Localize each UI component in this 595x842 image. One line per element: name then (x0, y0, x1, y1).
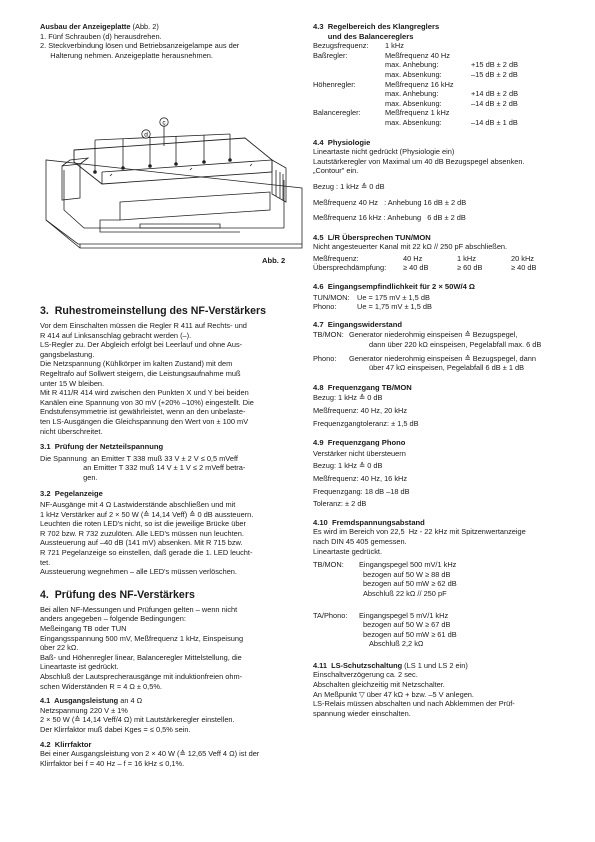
body-line: Klirrfaktor bei f = 40 Hz – f = 16 kHz ≤ 0,1%. (40, 758, 185, 768)
section-4-5-title: 4.5 L/R Übersprechen TUN/MON (313, 232, 431, 242)
uebersprechen-head-row (313, 254, 563, 264)
body-line: spannung wieder einschalten. (313, 708, 411, 718)
klangregler-cell: Bezugsfrequenz: (313, 41, 369, 51)
section-4-8-title: 4.8 Frequenzgang TB/MON (313, 382, 412, 392)
klangregler-row (313, 89, 563, 99)
left-column (40, 22, 302, 60)
ausbau-step: Halterung nehmen. Anzeigeplatte herausnehmen. (40, 50, 213, 60)
klangregler-cell: +15 dB ± 2 dB (471, 60, 518, 70)
klangregler-cell: max. Absenkung: (385, 117, 442, 127)
body-line: 2 × 50 W (≙ 14,14 Veff/4 Ω) mit Lautstärkeregler einstellen. (40, 715, 235, 725)
ausbau-heading (40, 22, 302, 32)
klangregler-cell: Baßregler: (313, 50, 348, 60)
cell-line: bezogen auf 50 mW ≥ 61 dB (363, 629, 457, 639)
cell: ≥ 40 dB (403, 263, 429, 273)
ausbau-step: 1. Fünf Schrauben (d) herausdrehen. (40, 31, 162, 41)
body-line: Bei allen NF-Messungen und Prüfungen gelten – wenn nicht (40, 604, 238, 614)
body-line: Abschalten gleichzeitig mit Netzschalter. (313, 680, 445, 690)
klangregler-cell: Meßfrequenz 1 kHz (385, 108, 450, 118)
body-line: über 22 kΩ. (40, 643, 79, 653)
section-4-2-title: 4.2 Klirrfaktor (40, 739, 92, 749)
body-line: Die Spannung an Emitter T 338 muß 33 V ± 2 V ≤ 0,5 mVeff (40, 453, 238, 463)
klangregler-cell: –15 dB ± 2 dB (471, 69, 518, 79)
cell-label: TA/Phono: (313, 610, 348, 620)
cell-label: TB/MON: (313, 330, 344, 340)
klangregler-row (313, 51, 563, 61)
klangregler-cell (471, 51, 563, 61)
body-line: gen. (40, 472, 98, 482)
klangregler-cell: max. Anhebung: (385, 89, 439, 99)
body-line: Frequenzgangtoleranz: ± 1,5 dB (313, 418, 419, 428)
cell: ≥ 60 dB (457, 263, 483, 273)
klangregler-row (313, 41, 563, 51)
body-line: ten LS-Ausgängen die Gleichspannung den Wert von ± 100 mV (40, 416, 249, 426)
klangregler-cell (313, 99, 385, 109)
body-line: an Emitter T 332 muß 14 V ± 1 V ≤ 2 mVeff betra- (40, 463, 246, 473)
klangregler-cell: –14 dB ± 2 dB (471, 98, 518, 108)
klangregler-cell (313, 60, 385, 70)
section-3-2-title: 3.2 Pegelanzeige (40, 488, 103, 498)
cell-line: Eingangspegel 500 mV/1 kHz (359, 560, 457, 570)
klangregler-row (313, 118, 563, 128)
cell-line: bezogen auf 50 W ≥ 88 dB (363, 569, 451, 579)
body-line: Meßfrequenz 16 kHz : Anhebung 6 dB ± 2 dB (313, 213, 466, 223)
body-line: Lautstärkeregler von Maximal um 40 dB Bezugspegel absenken. (313, 156, 525, 166)
body-line: Netzspannung 220 V ± 1% (40, 705, 128, 715)
klangregler-cell (471, 80, 563, 90)
section-4-11-heading (313, 661, 563, 671)
ausbau-ref: (Abb. 2) (132, 22, 159, 31)
body-line: Mit R 411/R 414 wird zwischen den Punkten X und Y bei beiden (40, 388, 249, 398)
klangregler-cell: 1 kHz (385, 41, 404, 51)
body-line: „Contour" ein. (313, 166, 359, 176)
cell: 1 kHz (457, 253, 476, 263)
body-line: Kanälen eine Spannung von 30 mV (+20% –10%) eingestellt. Die (40, 397, 254, 407)
body-line: Leuchten die roten LED's nicht, so ist die jeweilige Brücke über (40, 519, 246, 529)
body-line: Vor dem Einschalten müssen die Regler R 411 auf Rechts- und (40, 321, 247, 330)
cell-line: Abschluß 22 kΩ // 250 pF (363, 588, 447, 598)
body-line: Meßfrequenz: 40 Hz, 16 kHz (313, 473, 408, 483)
body-line: LS-Regler zu. Der Abgleich erfolgt bei Leerlauf und ohne Aus- (40, 340, 243, 350)
section-4-3-title-2: und des Balancereglers (313, 31, 414, 41)
cell-value: Ue = 175 mV ± 1,5 dB (357, 292, 430, 302)
klangregler-cell: +14 dB ± 2 dB (471, 89, 518, 99)
section-3-title: 3. Ruhestromeinstellung des NF-Verstärkers (40, 305, 267, 317)
body-line: gangsbelastung. (40, 349, 95, 359)
body-line: Meßfrequenz: 40 Hz, 20 kHz (313, 406, 408, 415)
empfindlichkeit-row (313, 293, 563, 303)
body-line: tet. (40, 557, 51, 567)
section-4-9-title: 4.9 Frequenzgang Phono (313, 438, 406, 448)
klangregler-cell (313, 89, 385, 99)
body-line: Verstärker nicht übersteuern (313, 448, 406, 458)
fremdspannung-tb (313, 560, 563, 598)
section-4-7-title: 4.7 Eingangswiderstand (313, 319, 403, 329)
body-line: Endstufensymmetrie ist gewährleistet, wenn an den unbelaste- (40, 407, 246, 417)
section-4-4-title: 4.4 Physiologie (313, 137, 371, 147)
cell: ≥ 40 dB (511, 263, 537, 273)
klangregler-table (313, 41, 563, 127)
body-line: An Meßpunkt ▽ über 47 kΩ + bzw. –5 V anlegen. (313, 689, 474, 699)
klangregler-row (313, 108, 563, 118)
cell: 40 Hz (403, 253, 423, 263)
body-line: R 414 auf Linksanschlag gebracht werden (–). (40, 330, 192, 340)
section-4-1-title: 4.1 Ausgangsleistung (40, 696, 119, 706)
fremdspannung-ta (313, 611, 563, 649)
body-line: Aussteuerung auf –40 dB (141 mV) absenken. Mit R 715 bzw. (40, 538, 243, 548)
cell-line: Generator niederohmig einspeisen ≙ Bezugspegel, dann (349, 353, 536, 363)
klangregler-row (313, 70, 563, 80)
figure-abb2 (40, 110, 305, 260)
cell-label: TUN/MON: (313, 292, 350, 302)
section-4-1-suffix: an 4 Ω (118, 696, 143, 706)
section-4-3-title: 4.3 Regelbereich des Klangreglers (313, 22, 440, 31)
body-line: Regeltrafo auf Sollwert steigern, die Leistungsaufnahme muß (40, 368, 241, 378)
klangregler-cell: Meßfrequenz 16 kHz (385, 79, 454, 89)
empfindlichkeit-row (313, 302, 563, 312)
section-4-11-title: 4.11 LS-Schutzschaltung (313, 660, 403, 670)
body-line: 1 kHz Verstärker auf 2 × 50 W (≙ 14,14 Veff) ≙ 0 dB aussteuern. (40, 509, 254, 519)
figure-label: Abb. 2 (262, 256, 286, 265)
body-line: Aussteuerung wegnehmen – alle LED's müssen verlöschen. (40, 567, 237, 577)
klangregler-row (313, 99, 563, 109)
body-line: Die Netzspannung (Kühlkörper im kalten Zustand) mit dem (40, 359, 233, 369)
figure-mark-c: c (162, 119, 166, 127)
cell-line: bezogen auf 50 mW ≥ 62 dB (363, 579, 457, 589)
section-4-1-heading (40, 696, 302, 706)
body-line: Lineartaste nicht gedrückt (Physiologie ein) (313, 147, 455, 157)
body-line: Toleranz: ± 2 dB (313, 499, 367, 509)
section-4-6-title: 4.6 Eingangsempfindlichkeit für 2 × 50W/4 Ω (313, 282, 476, 292)
cell-label: Phono: (313, 302, 337, 312)
klangregler-cell (313, 70, 385, 80)
section-4-title: 4. Prüfung des NF-Verstärkers (40, 588, 195, 601)
body-line: Baß- und Höhenregler linear, Balanceregler Mittelstellung, die (40, 652, 242, 662)
section-3 (40, 305, 302, 768)
section-4-11-suffix: (LS 1 und LS 2 ein) (402, 660, 468, 670)
cell-line: bezogen auf 50 W ≥ 67 dB (363, 620, 451, 630)
body-line: Bezug : 1 kHz ≙ 0 dB (313, 181, 385, 191)
cell: Übersprechdämpfung: (313, 263, 387, 273)
cell-line: über 47 kΩ einspeisen, Pegelabfall 6 dB ± 1 dB (369, 363, 525, 373)
body-line: Bei einer Ausgangsleistung von 2 × 40 W (≙ 12,65 Veff 4 Ω) ist der (40, 749, 260, 759)
body-line: anders angegeben – folgende Bedingungen: (40, 614, 186, 624)
klangregler-cell: Balanceregler: (313, 108, 361, 118)
cell: 20 kHz (511, 253, 535, 263)
body-line: Der Klirrfaktor muß dabei Kges = ≤ 0,5% sein. (40, 724, 191, 734)
body-line: Es wird im Bereich von 22,5 Hz - 22 kHz mit Spitzenwertanzeige (313, 527, 526, 537)
body-line: Lineartaste ist gedrückt. (40, 662, 119, 672)
body-line: nicht überschreitet. (40, 426, 103, 436)
ausbau-step: 2. Steckverbindung lösen und Betriebsanzeigelampe aus der (40, 41, 240, 51)
body-line: nach DIN 45 405 gemessen. (313, 536, 407, 546)
section-4-10-title: 4.10 Fremdspannungsabstand (313, 517, 425, 527)
body-line: Meßfrequenz 40 Hz : Anhebung 16 dB ± 2 dB (313, 197, 467, 207)
body-line: Einschaltverzögerung ca. 2 sec. (313, 670, 418, 680)
body-line: R 702 bzw. R 732 zuzulöten. Alle LED's müssen nun leuchten. (40, 528, 244, 538)
eingangswiderstand-row (313, 354, 563, 373)
klangregler-cell (313, 118, 385, 128)
body-line: Eingangsspannung 500 mV, Meßfrequenz 1 kHz, Einspeisung (40, 633, 244, 643)
body-line: LS-Relais müssen abschalten und nach Abklemmen der Prüf- (313, 699, 515, 709)
eingangswiderstand-row (313, 330, 563, 349)
klangregler-cell: max. Anhebung: (385, 60, 439, 70)
body-line: NF-Ausgänge mit 4 Ω Lastwiderstände abschließen und mit (40, 500, 236, 510)
body-line: Bezug: 1 kHz ≙ 0 dB (313, 393, 383, 403)
body-line: Frequenzgang: 18 dB –18 dB (313, 486, 410, 496)
klangregler-cell: Höhenregler: (313, 79, 356, 89)
body-line: R 721 Pegelanzeige so einstellen, daß gerade die 1. LED leucht- (40, 548, 253, 558)
cell-label: TB/MON: (313, 560, 344, 570)
cell-line: Abschluß 2,2 kΩ (369, 639, 424, 649)
klangregler-cell (471, 41, 563, 51)
uebersprechen-row (313, 263, 563, 273)
figure-mark-d: d (144, 131, 148, 139)
body-line: schen Widerständen R = 4 Ω ± 0,5%. (40, 681, 162, 691)
right-column (313, 22, 563, 718)
section-3-1-title: 3.1 Prüfung der Netzteilspannung (40, 442, 164, 452)
cell-line: Eingangspegel 5 mV/1 kHz (359, 610, 449, 620)
body-line: Bezug: 1 kHz ≙ 0 dB (313, 461, 383, 471)
cell-line: Generator niederohmig einspeisen ≙ Bezugspegel, (349, 330, 518, 340)
klangregler-cell: –14 dB ± 1 dB (471, 117, 518, 127)
klangregler-cell: max. Absenkung: (385, 69, 442, 79)
cell-value: Ue = 1,75 mV ± 1,5 dB (357, 302, 432, 312)
cell-label: Phono: (313, 353, 337, 363)
klangregler-row (313, 80, 563, 90)
klangregler-row (313, 60, 563, 70)
cell-line: dann über 220 kΩ einspeisen, Pegelabfall max. 6 dB (369, 340, 542, 350)
ausbau-title: Ausbau der Anzeigeplatte (40, 22, 131, 31)
body-line: Meßeingang TB oder TUN (40, 624, 127, 634)
body-line: Abschluß der Lautsprecherausgänge mit induktionfreien ohm- (40, 672, 243, 681)
body-line: unter 15 W bleiben. (40, 378, 105, 388)
cell: Meßfrequenz: (313, 253, 359, 263)
klangregler-cell: max. Absenkung: (385, 98, 442, 108)
body-line: Nicht angesteuerter Kanal mit 22 kΩ // 250 pF abschließen. (313, 242, 508, 252)
body-line: Lineartaste gedrückt. (313, 546, 383, 556)
klangregler-cell (471, 108, 563, 118)
klangregler-cell: Meßfrequenz 40 Hz (385, 50, 450, 60)
